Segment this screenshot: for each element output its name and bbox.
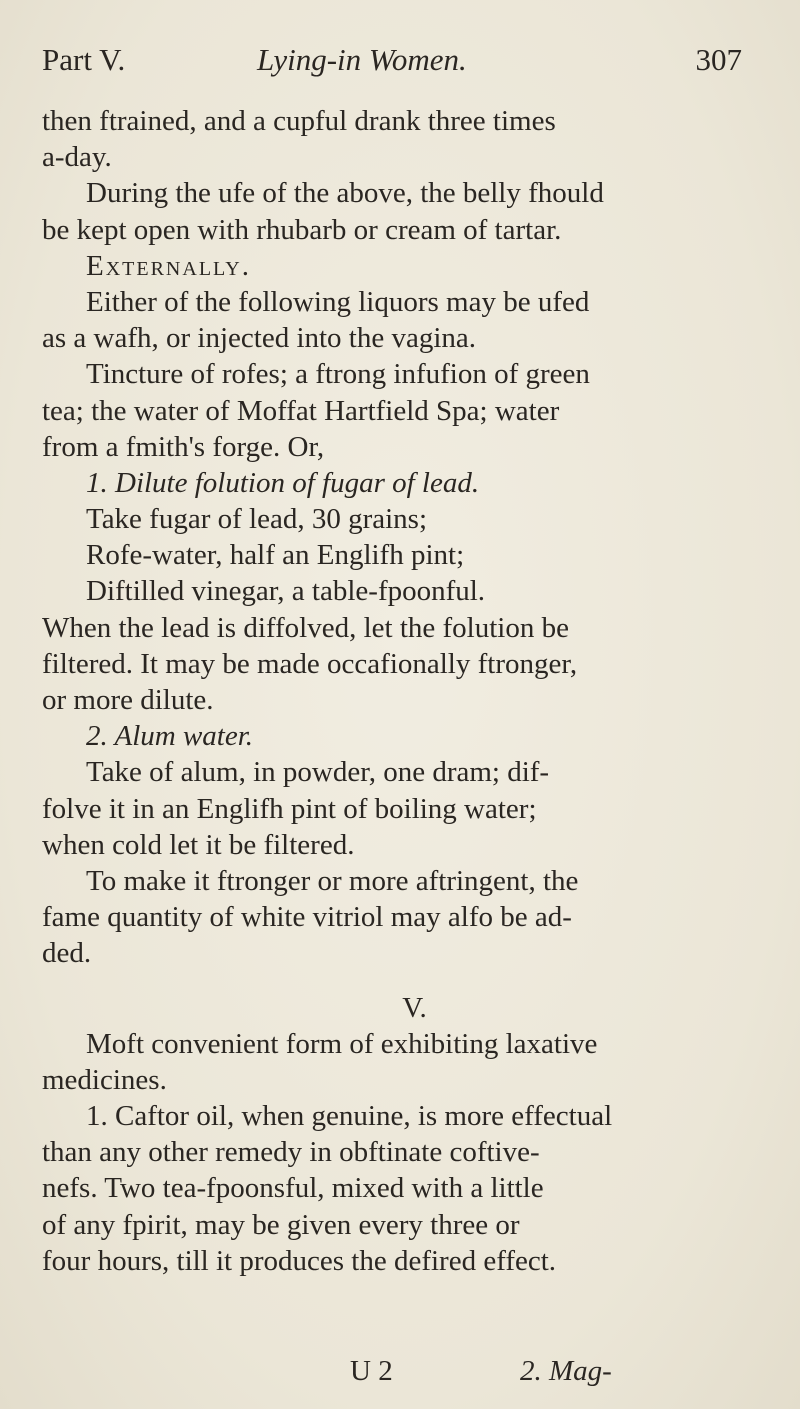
text-line: ded. bbox=[42, 937, 92, 970]
text-line: from a fmith's forge. Or, bbox=[42, 430, 325, 463]
text-line: a-day. bbox=[42, 141, 112, 174]
text-line: medicines. bbox=[42, 1063, 167, 1096]
text-line: than any other remedy in obftinate coftive- bbox=[42, 1136, 540, 1169]
text-line: of any fpirit, may be given every three or bbox=[42, 1208, 520, 1241]
text-line: To make it ftronger or more aftringent, the bbox=[86, 864, 579, 897]
recipe-heading: 2. Alum water. bbox=[86, 720, 254, 753]
text-line: filtered. It may be made occafionally ftronger, bbox=[42, 647, 578, 680]
text-line: when cold let it be filtered. bbox=[42, 828, 355, 861]
text-line: be kept open with rhubarb or cream of tartar. bbox=[42, 213, 562, 246]
text-line: During the ufe of the above, the belly fhould bbox=[86, 177, 604, 210]
catchword: 2. Mag- bbox=[519, 1355, 612, 1387]
page-number: 307 bbox=[695, 42, 742, 77]
text-line: nefs. Two tea-fpoonsful, mixed with a little bbox=[42, 1172, 544, 1205]
text-line: four hours, till it produces the defired effect. bbox=[42, 1244, 557, 1277]
text-line: Tincture of rofes; a ftrong infufion of green bbox=[86, 358, 590, 391]
signature-mark: U 2 bbox=[350, 1355, 393, 1387]
text-line: Moft convenient form of exhibiting laxative bbox=[86, 1027, 598, 1060]
spacer bbox=[42, 972, 787, 990]
text-line: When the lead is diffolved, let the folution be bbox=[42, 611, 569, 644]
running-title: Lying-in Women. bbox=[257, 42, 467, 77]
text-line: Rofe-water, half an Englifh pint; bbox=[86, 539, 465, 572]
page-body bbox=[42, 103, 787, 1279]
recipe-heading: 1. Dilute folution of fugar of lead. bbox=[86, 466, 480, 499]
text-line: fame quantity of white vitriol may alfo be ad- bbox=[42, 901, 572, 934]
text-line: 1. Caftor oil, when genuine, is more effectual bbox=[86, 1100, 613, 1133]
page-footer bbox=[350, 1355, 612, 1388]
text-line: or more dilute. bbox=[42, 684, 214, 716]
text-line: Take fugar of lead, 30 grains; bbox=[86, 503, 428, 536]
running-header bbox=[42, 42, 742, 86]
text-line: then ftrained, and a cupful drank three times bbox=[42, 105, 556, 137]
section-numeral: V. bbox=[402, 991, 427, 1024]
text-line: Diftilled vinegar, a table-fpoonful. bbox=[86, 575, 486, 608]
text-line: as a wafh, or injected into the vagina. bbox=[42, 322, 477, 355]
section-heading: Externally. bbox=[86, 249, 251, 282]
text-line: Take of alum, in powder, one dram; dif- bbox=[86, 756, 550, 789]
text-line: Either of the following liquors may be ufed bbox=[86, 285, 590, 318]
text-line: folve it in an Englifh pint of boiling water; bbox=[42, 792, 537, 825]
text-line: tea; the water of Moffat Hartfield Spa; water bbox=[42, 394, 560, 427]
part-label: Part V. bbox=[42, 42, 126, 77]
